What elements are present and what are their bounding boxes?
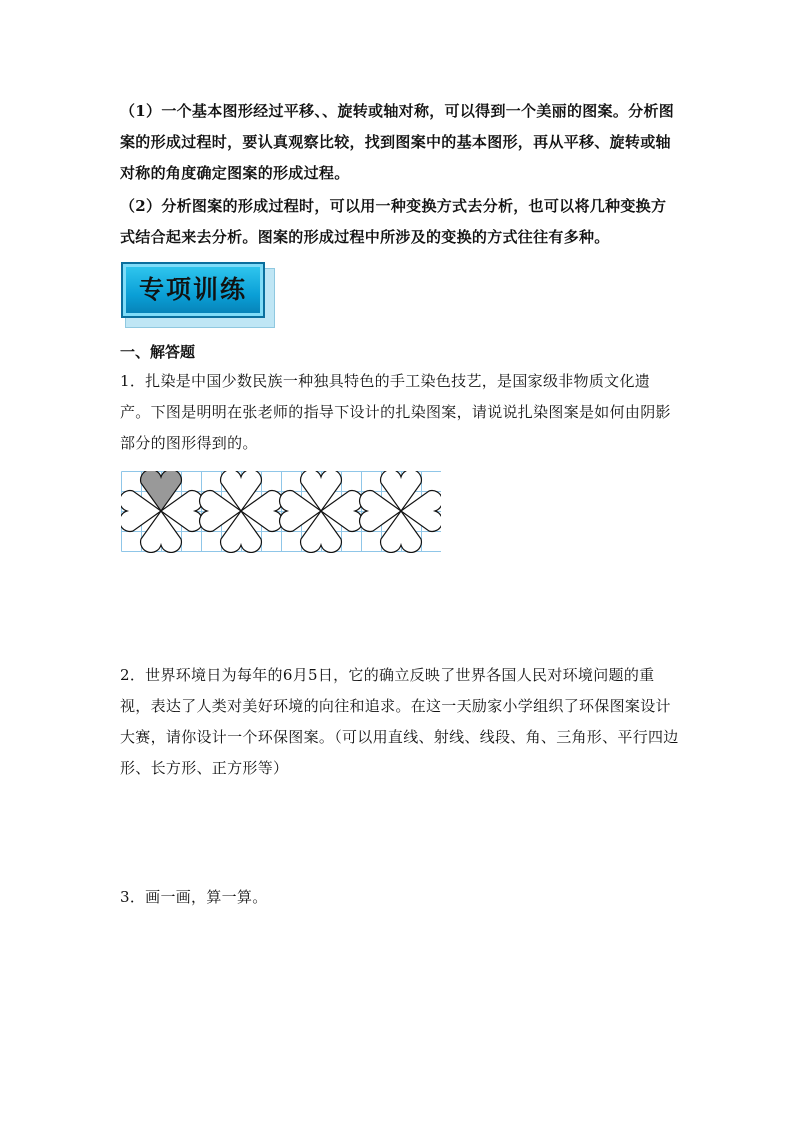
section-banner [121,262,273,326]
summary-paragraph-2: （2）分析图案的形成过程时，可以用一种变换方式去分析，也可以将几种变换方式结合起来去分析。图案的形成过程中所涉及的变换的方式往往有多种。 [120,197,667,246]
flower-pattern [280,471,363,552]
summary-paragraph-1: （1）一个基本图形经过平移、、旋转或轴对称，可以得到一个美丽的图案。分析图案的形成过程时，要认真观察比较，找到图案中的基本图形，再从平移、旋转或轴对称的角度确定图案的形成过程。 [120,102,675,182]
flower-pattern [200,471,283,552]
question-3: 3．画一画，算一算。 [120,888,268,906]
flower-pattern [121,471,202,552]
flower-pattern [360,471,441,552]
banner-label: 专项训练 [138,275,247,304]
question-1: 1．扎染是中国少数民族一种独具特色的手工染色技艺，是国家级非物质文化遗产。下图是明明在张老师的指导下设计的扎染图案，请说说扎染图案是如何由阴影部分的图形得到的。 [120,372,671,452]
section-heading: 一、解答题 [120,343,196,361]
question-2: 2．世界环境日为每年的6月5日，它的确立反映了世界各国人民对环境问题的重视，表达了人类对美好环境的向往和追求。在这一天励家小学组织了环保图案设计大赛，请你设计一个环保图案。（可以用直线、射线、线段、角、三角形、平行四边形、长方形、正方形等） [120,666,679,777]
tie-dye-pattern-figure [121,471,441,553]
